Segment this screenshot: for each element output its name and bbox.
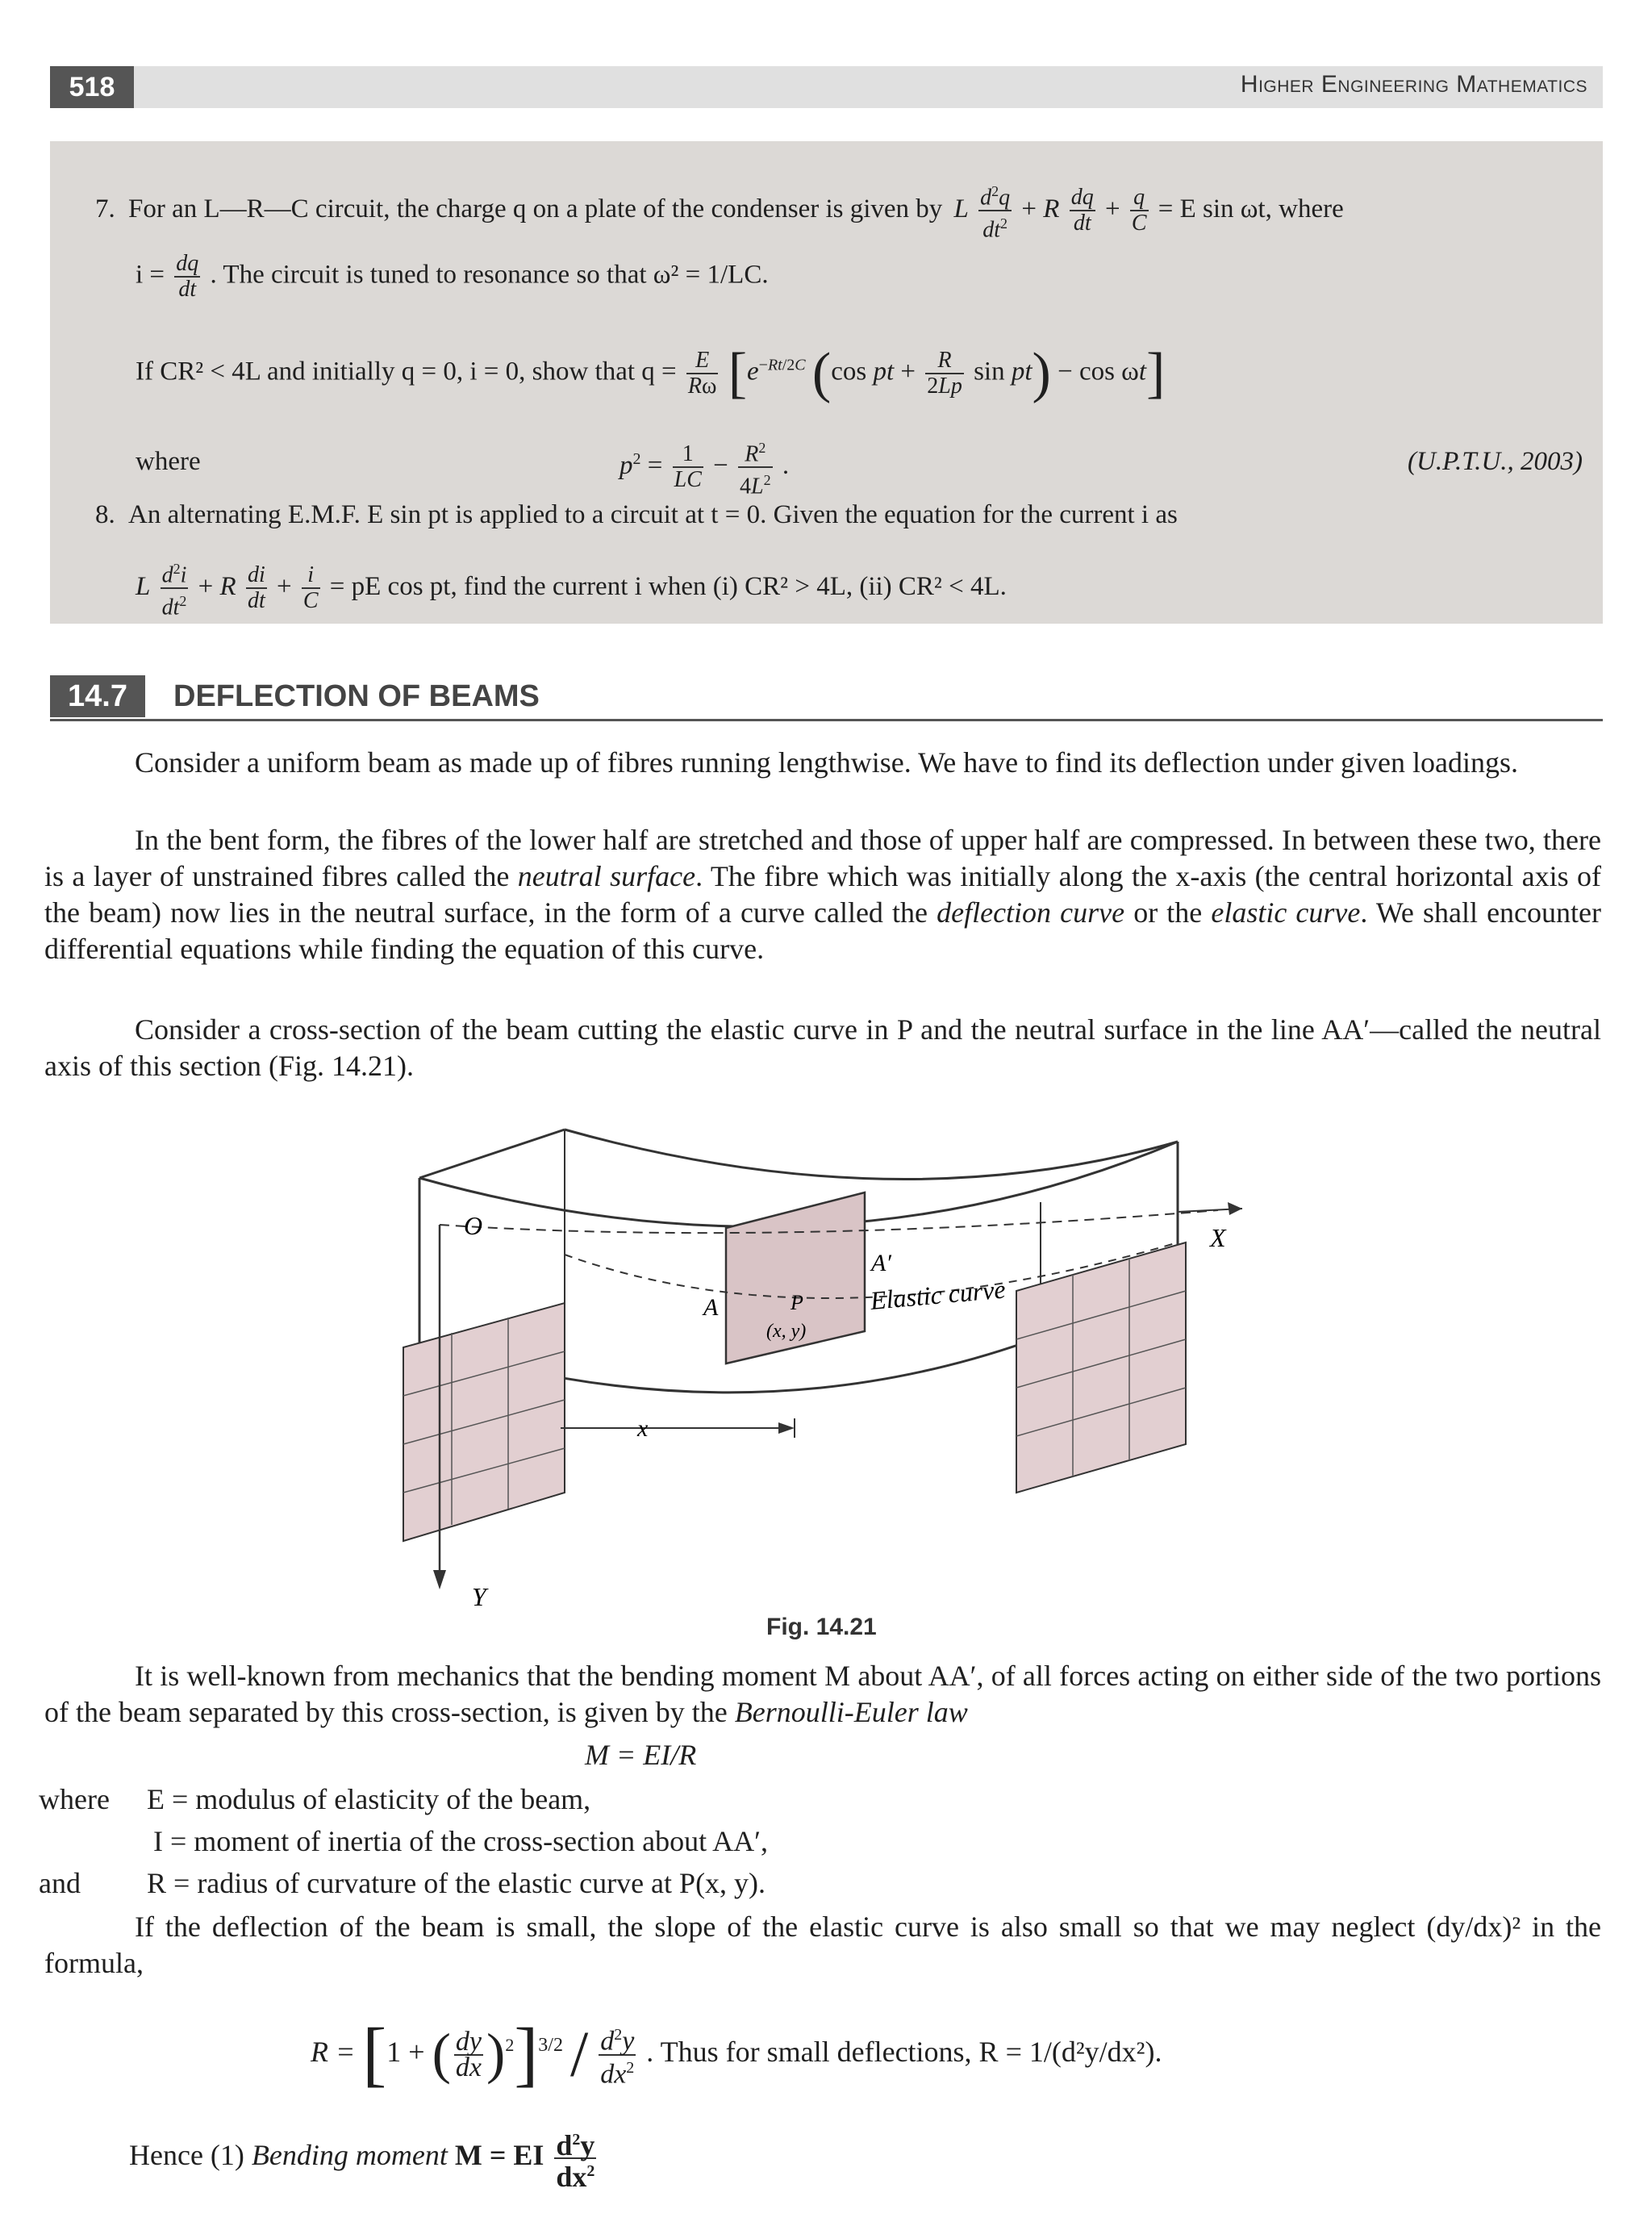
section-number: 14.7 bbox=[50, 675, 145, 717]
paragraph-2: In the bent form, the fibres of the lower half are stretched and those of upper half are compressed. In between these two, there is a layer of unstrained fibres called the neutral surface. The fibre which was initially along the x-axis (the central horizontal axis of the beam) now lies in the neutral surface, in the form of a curve called the deflection curve or the elastic curve. We shall encounter differential equations while finding the equation of this curve. bbox=[44, 824, 1602, 965]
def-r: R = radius of curvature of the elastic curve at P(x, y). bbox=[147, 1867, 766, 1899]
origin-label: O bbox=[464, 1211, 483, 1240]
section-rule bbox=[50, 719, 1603, 721]
def-i: I = moment of inertia of the cross-section about AA′, bbox=[153, 1825, 768, 1857]
ex7-citation: (U.P.T.U., 2003) bbox=[1408, 447, 1583, 476]
section-title: DEFLECTION OF BEAMS bbox=[173, 679, 540, 713]
r-tail: . Thus for small deflections, R = 1/(d²y/dx²). bbox=[646, 2036, 1162, 2068]
y-axis-label: Y bbox=[472, 1582, 486, 1606]
paragraph-5: If the deflection of the beam is small, the slope of the elastic curve is also small so that we may neglect (dy/dx)² in the formula, bbox=[44, 1911, 1601, 1979]
x-distance-label: x bbox=[637, 1415, 649, 1442]
ex7-text1: For an L—R—C circuit, the charge q on a plate of the condenser is given by bbox=[128, 194, 943, 223]
point-p-coords: (x, y) bbox=[766, 1321, 807, 1342]
ex7-p-squared: $p^2$ = $\frac{1}{LC}$ − $\frac{R^2}{4L^2}$ . bbox=[620, 436, 789, 499]
figure-caption: Fig. 14.21 bbox=[766, 1614, 877, 1640]
bending-moment-line: Hence (1) Bending moment M = EI $\frac{d^2y}{dx^2}$ bbox=[129, 2128, 595, 2193]
point-a-label: A bbox=[703, 1294, 719, 1321]
elastic-curve-label: Elastic curve bbox=[869, 1274, 1007, 1315]
beam-deflection-figure bbox=[371, 1121, 1283, 1606]
right-support-wall bbox=[1016, 1242, 1186, 1493]
where-label: where bbox=[39, 1783, 110, 1815]
ex8-number: 8. bbox=[95, 500, 115, 529]
ex7-line1: 7. For an L—R—C circuit, the charge q on a plate of the condenser is given by L $\frac{d^2q}{dt^2}$ + R $\frac{dq}{dt}$ + $\frac{q}{C}$ = E sin ωt, where bbox=[95, 179, 1344, 243]
beam-top-left bbox=[419, 1130, 565, 1178]
ex7-text3: If CR² < 4L and initially q = 0, i = 0, show that q = bbox=[136, 357, 677, 386]
ex8-line1 bbox=[95, 499, 1178, 531]
running-head: Higher Engineering Mathematics bbox=[1240, 71, 1587, 98]
ex7-i-eq: i = bbox=[136, 260, 165, 290]
def-e: E = modulus of elasticity of the beam, bbox=[147, 1783, 591, 1815]
ex7-where: where bbox=[136, 447, 201, 476]
ex7-text1-end: = E sin ωt, where bbox=[1158, 194, 1344, 223]
ex8-text2: = pE cos pt, find the current i when (i) CR² > 4L, (ii) CR² < 4L. bbox=[329, 571, 1007, 601]
ex7-line3: If CR² < 4L and initially q = 0, i = 0, show that q = $\frac{E}{R\omega}$ [$e^{-Rt/2C}$ (cos pt + $\frac{R}{2Lp}$ sin pt) − cos ωt] bbox=[136, 342, 1166, 404]
paragraph-4: It is well-known from mechanics that the bending moment M about AA′, of all forces acting on either side of the two portions of the beam separated by this cross-section, is given by the Bernoulli-Euler law bbox=[44, 1660, 1601, 1728]
ex8-text1: An alternating E.M.F. E sin pt is applied to a circuit at t = 0. Given the equation for the current i as bbox=[128, 500, 1178, 529]
ex7-line2: i = $\frac{dq}{dt}$ . The circuit is tuned to resonance so that ω² = 1/LC. bbox=[136, 251, 769, 302]
ex8-line2: L $\frac{d^2i}{dt^2}$ + R $\frac{di}{dt}$ + $\frac{i}{C}$ = pE cos pt, find the current i when (i) CR² > 4L, (ii) CR² < 4L. bbox=[136, 557, 1007, 620]
point-a-prime-label: A′ bbox=[871, 1250, 891, 1276]
beam-top-front-edge bbox=[565, 1130, 1178, 1180]
point-p-label: P bbox=[791, 1291, 803, 1314]
r-lhs: R = bbox=[311, 2036, 356, 2068]
page-number: 518 bbox=[50, 66, 134, 108]
curvature-formula: R = [1 + ( $\frac{dy}{dx}$ )$^2$]$^{3/2}$ / $\frac{d^2y}{dx^2}$ . Thus for small deflections, R = 1/(d²y/dx²). bbox=[311, 2014, 1162, 2094]
bernoulli-euler-law: M = EI/R bbox=[585, 1739, 697, 1771]
paragraph-1: Consider a uniform beam as made up of fibres running lengthwise. We have to find its deflection under given loadings. bbox=[135, 746, 1519, 779]
ex7-text2: . The circuit is tuned to resonance so that ω² = 1/LC. bbox=[210, 260, 769, 290]
ex7-number: 7. bbox=[95, 194, 115, 223]
and-label: and bbox=[39, 1867, 81, 1899]
paragraph-3: Consider a cross-section of the beam cutting the elastic curve in P and the neutral surface in the line AA′—called the neutral axis of this section (Fig. 14.21). bbox=[44, 1013, 1601, 1082]
x-axis-label: X bbox=[1210, 1223, 1226, 1252]
